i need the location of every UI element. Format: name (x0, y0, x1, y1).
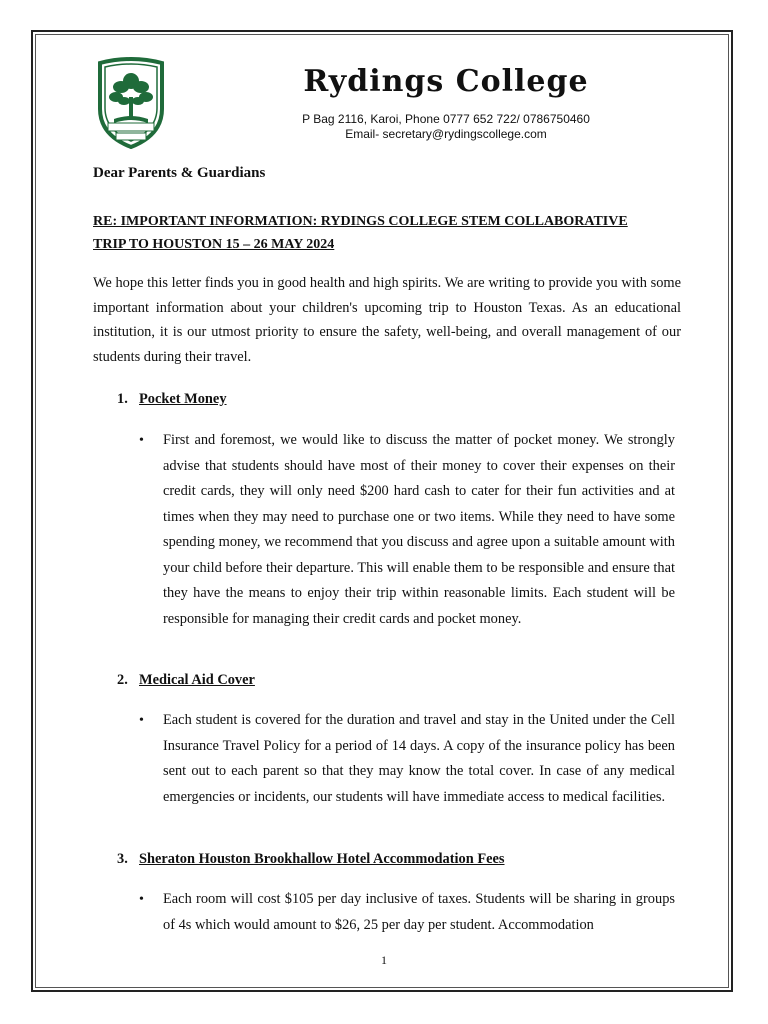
email-line: Email- secretary@rydingscollege.com (345, 127, 547, 141)
bullet-icon: • (139, 892, 144, 907)
section-heading-pocket-money (117, 391, 227, 408)
section-number: 3. (117, 851, 128, 867)
section-number: 2. (117, 672, 128, 688)
subject-line-2: TRIP TO HOUSTON 15 – 26 MAY 2024 (93, 237, 335, 252)
section-title: Medical Aid Cover (139, 672, 255, 688)
section-number: 1. (117, 391, 128, 407)
college-name-heading: Rydings College (303, 64, 589, 99)
section-body-medical-aid: Each student is covered for the duration and travel and stay in the United under the Cell Insurance Travel Policy for a period of 14 days. A copy of the insurance policy has been sent out to each parent so that they may know the total cover. In case of any medical emergencies or incidents, our students will have immediate access to medical facilities. (163, 712, 675, 805)
section-heading-accommodation (117, 851, 505, 868)
section-heading-medical-aid (117, 672, 255, 689)
page-number: 1 (381, 953, 387, 967)
section-title: Sheraton Houston Brookhallow Hotel Accommodation Fees (139, 851, 505, 867)
intro-paragraph: We hope this letter finds you in good health and high spirits. We are writing to provide you with some important information about your children's upcoming trip to Houston Texas. As an educational institution, it is our utmost priority to ensure the safety, well-being, and overall management of our students during their travel. (93, 275, 681, 365)
section-body-pocket-money: First and foremost, we would like to discuss the matter of pocket money. We strongly advise that students should have most of their money to cover their expenses on their credit cards, they will only need $200 hard cash to cater for their fun activities and at times when they may need to purchase one or two items. While they need to have some spending money, we recommend that you discuss and agree upon a suitable amount with your child before their departure. This will enable them to be responsible and ensure that they have the means to enjoy their trip within reasonable limits. Each student will be responsible for managing their credit cards and pocket money. (163, 432, 675, 627)
college-crest-logo (94, 57, 168, 149)
section-body-accommodation: Each room will cost $105 per day inclusive of taxes. Students will be sharing in groups of 4s which would amount to $26, 25 per day per student. Accommodation (163, 891, 675, 933)
bullet-icon: • (139, 713, 144, 728)
address-line: P Bag 2116, Karoi, Phone 0777 652 722/ 0786750460 (302, 112, 590, 126)
salutation: Dear Parents & Guardians (93, 165, 266, 181)
subject-line-1: RE: IMPORTANT INFORMATION: RYDINGS COLLEGE STEM COLLABORATIVE (93, 214, 628, 229)
bullet-icon: • (139, 433, 144, 448)
section-title: Pocket Money (139, 391, 227, 407)
